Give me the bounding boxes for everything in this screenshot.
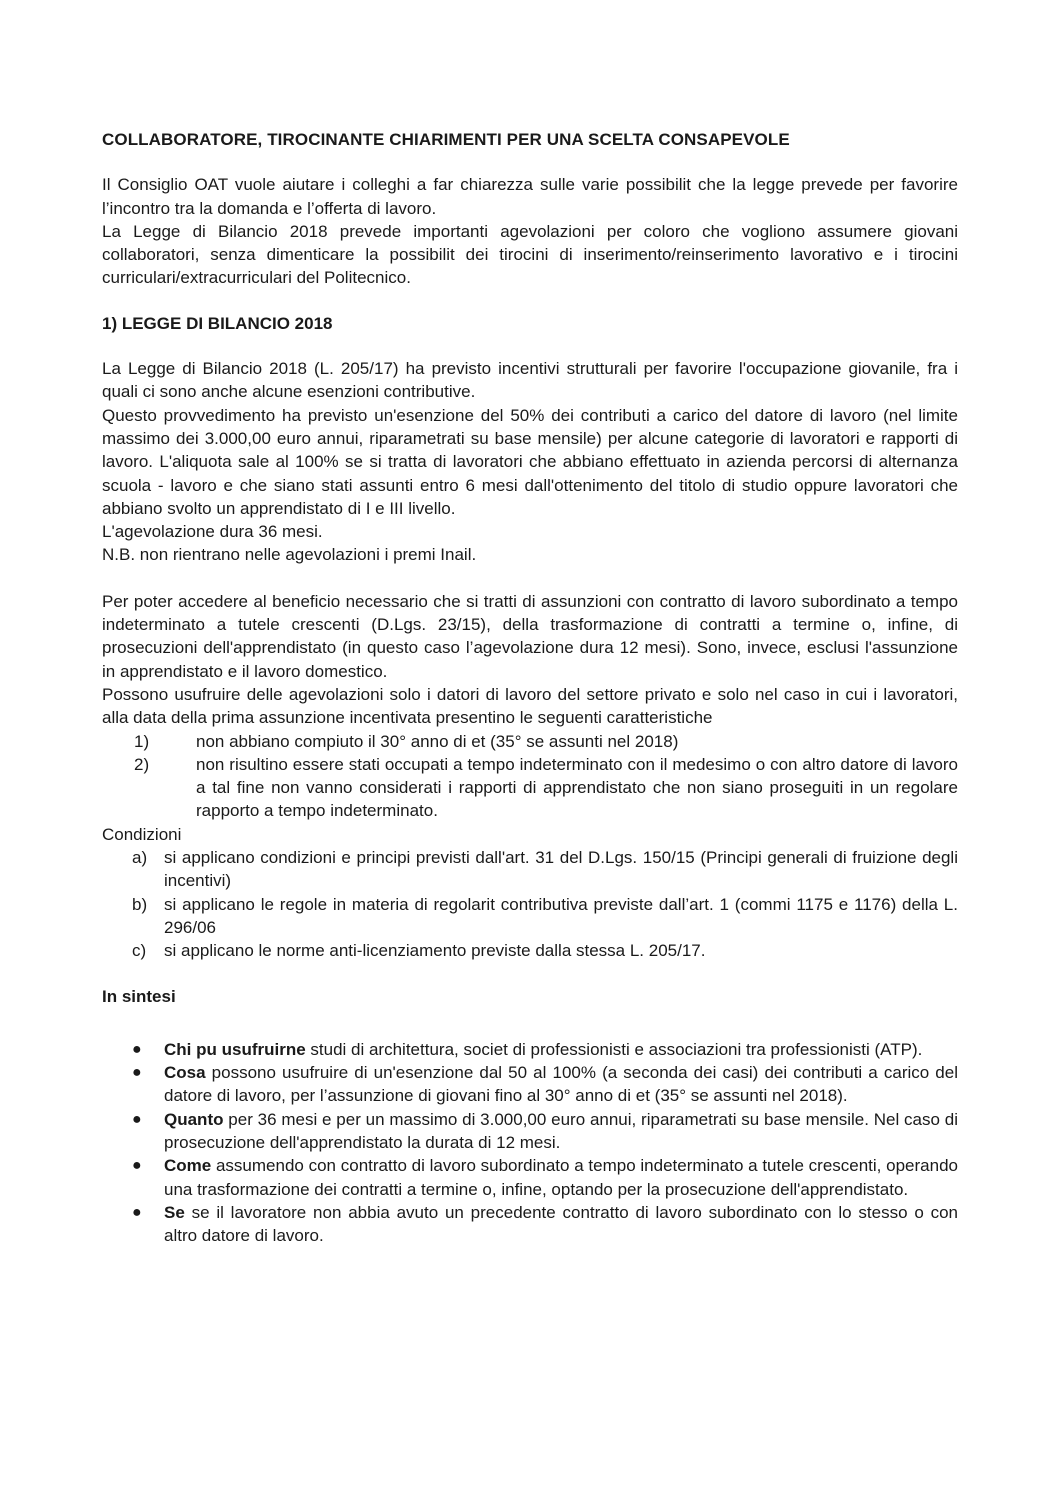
bullet-icon: ● [132,1157,142,1175]
intro-paragraph-2: La Legge di Bilancio 2018 prevede importanti agevolazioni per coloro che vogliono assumere giovani collaboratori, senza dimenticare la possibilit dei tirocini di inserimento/reinserimento lavorativo e i tirocini curriculari/extracurriculari del Politecnico. [102,221,958,288]
section1-paragraph-6: Possono usufruire delle agevolazioni solo i datori di lavoro del settore privato e solo nel caso in cui i lavoratori, alla data della prima assunzione incentivata presentino le seguenti caratteristiche [102,684,958,728]
summary-heading: In sintesi [102,986,176,1006]
section-heading-1: 1) LEGGE DI BILANCIO 2018 [102,313,333,333]
list-item [102,1061,958,1108]
list-item-number: 1) [134,731,150,751]
section1-paragraph-4: N.B. non rientrano nelle agevolazioni i premi Inail. [102,545,477,565]
spacer [102,567,958,590]
summary-item-label: Se [164,1202,185,1222]
summary-item-text: possono usufruire di un'esenzione dal 50 al 100% (a seconda dei casi) dei contributi a carico del datore di lavoro, per l’assunzione di giovani fino al 30° anno di et (35° se assunti nel 2018). [164,1063,958,1106]
section1-paragraph-1: La Legge di Bilancio 2018 (L. 205/17) ha previsto incentivi strutturali per favorire l'occupazione giovanile, fra i quali ci sono anche alcune esenzioni contributive. [102,359,958,402]
summary-item-label: Cosa [164,1063,206,1083]
summary-list [102,1038,958,1248]
document-page [102,128,958,1247]
summary-item-label: Chi pu usufruirne [164,1039,306,1059]
list-item-text: non abbiano compiuto il 30° anno di et (35° se assunti nel 2018) [196,731,679,751]
list-item-text: si applicano le regole in materia di regolarit contributiva previste dall’art. 1 (commi 1175 e 1176) della L. 296/06 [164,894,958,937]
summary-item-label: Quanto [164,1109,224,1129]
list-item [102,846,958,893]
summary-item-text: studi di architettura, societ di professionisti e associazioni tra professionisti (ATP). [305,1039,923,1059]
list-item-number: 2) [134,754,150,774]
list-item [102,1038,958,1061]
summary-item-label: Come [164,1156,212,1176]
bullet-icon: ● [132,1203,142,1221]
list-item [102,893,958,940]
intro-paragraph-1: Il Consiglio OAT vuole aiutare i colleghi a far chiarezza sulle varie possibilit che la legge prevede per favorire l’incontro tra la domanda e l’offerta di lavoro. [102,175,958,218]
list-item-letter: b) [132,894,148,914]
list-item-text: non risultino essere stati occupati a tempo indeterminato con il medesimo o con altro datore di lavoro a tal fine non vanno considerati i rapporti di apprendistato che non siano proseguiti in un regolare rapporto a tempo indeterminato. [196,754,958,821]
list-item-text: si applicano le norme anti-licenziamento previste dalla stessa L. 205/17. [164,941,706,961]
list-item-text: si applicano condizioni e principi previsti dall'art. 31 del D.Lgs. 150/15 (Principi generali di fruizione degli incentivi) [164,848,958,891]
requirements-list [102,730,958,823]
section1-paragraph-5: Per poter accedere al beneficio necessario che si tratti di assunzioni con contratto di lavoro subordinato a tempo indeterminato a tutele crescenti (D.Lgs. 23/15), della trasformazione di contratti a termine o, infine, di prosecuzioni dell'apprendistato (in questo caso l’agevolazione dura 12 mesi). Sono, invece, esclusi l'assunzione in apprendistato e il lavoro domestico. [102,591,958,681]
list-item [102,753,958,823]
summary-item-text: assumendo con contratto di lavoro subordinato a tempo indeterminato a tutele crescenti, operando una trasformazione dei contratti a termine o, infine, optando per la prosecuzione dell'apprendistato. [164,1156,958,1199]
summary-item-text: se il lavoratore non abbia avuto un precedente contratto di lavoro subordinato con lo stesso o con altro datore di lavoro. [164,1202,958,1246]
conditions-list [102,846,958,962]
conditions-label: Condizioni [102,824,182,844]
list-item [102,730,958,753]
bullet-icon: ● [132,1110,142,1128]
section1-paragraph-2: Questo provvedimento ha previsto un'esenzione del 50% dei contributi a carico del datore di lavoro (nel limite massimo dei 3.000,00 euro annui, riparametrati su base mensile) per alcune categorie di lavoratori e rapporti di lavoro. L'aliquota sale al 100% se si tratta di lavoratori che abbiano effettuato in azienda percorsi di alternanza scuola - lavoro e che siano stati assunti entro 6 mesi dall'ottenimento del titolo di studio oppure lavoratori che abbiano svolto un apprendistato di I e III livello. [102,405,958,518]
bullet-icon: ● [132,1064,142,1082]
bullet-icon: ● [132,1040,142,1058]
section1-paragraph-3: L'agevolazione dura 36 mesi. [102,522,323,542]
list-item [102,939,958,962]
list-item [102,1154,958,1201]
list-item-letter: c) [132,941,147,961]
list-item [102,1201,958,1248]
document-title: COLLABORATORE, TIROCINANTE CHIARIMENTI PER UNA SCELTA CONSAPEVOLE [102,130,790,149]
list-item [102,1108,958,1155]
summary-item-text: per 36 mesi e per un massimo di 3.000,00 euro annui, riparametrati su base mensile. Nel caso di prosecuzione dell'apprendistato la durata di 12 mesi. [164,1109,958,1152]
list-item-letter: a) [132,848,148,868]
